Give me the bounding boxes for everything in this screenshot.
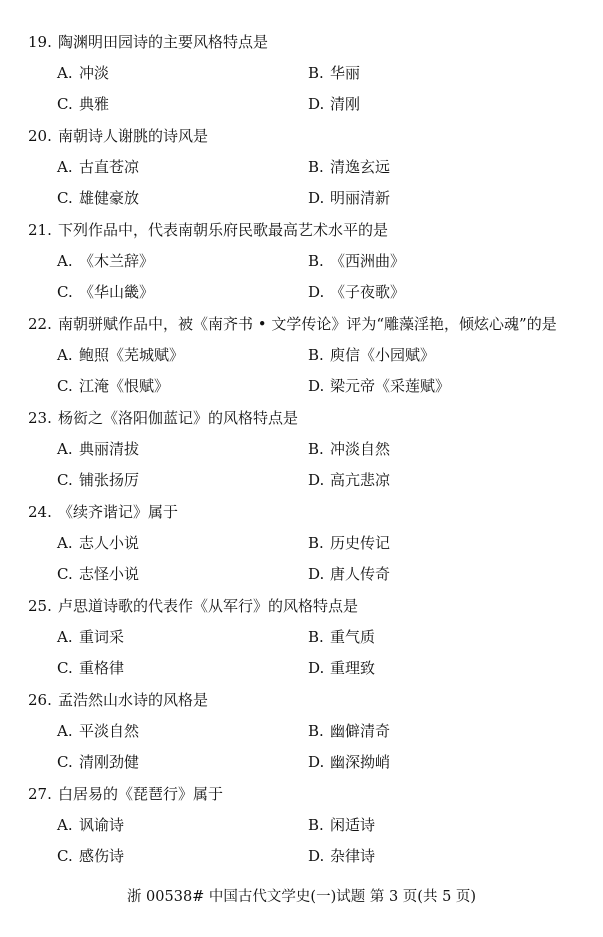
option-letter: D. <box>308 95 325 113</box>
option-text: 清逸玄远 <box>330 158 391 176</box>
option-text: 冲淡 <box>79 64 110 82</box>
option-letter: D. <box>308 847 325 865</box>
option-letter: C. <box>57 471 73 489</box>
option-letter: D. <box>308 471 325 489</box>
question-20 <box>28 126 598 219</box>
option-text: 历史传记 <box>330 534 391 552</box>
option-letter: C. <box>57 659 73 677</box>
question-19 <box>28 32 598 125</box>
option-c <box>57 470 139 490</box>
option-b <box>308 721 390 741</box>
page-footer: 浙 00538# 中国古代文学史(一)试题 第 3 页(共 5 页) <box>126 889 477 905</box>
question-number: 20. <box>28 127 52 145</box>
option-letter: D. <box>308 565 325 583</box>
question-23 <box>28 408 598 501</box>
option-b <box>308 627 375 647</box>
option-text: 平淡自然 <box>79 722 140 740</box>
option-letter: B. <box>308 534 324 552</box>
option-text: 重气质 <box>330 628 376 646</box>
option-text: 闲适诗 <box>330 816 376 834</box>
option-d <box>308 564 390 584</box>
option-letter: A. <box>57 534 73 552</box>
question-21 <box>28 220 598 313</box>
option-text: 唐人传奇 <box>330 565 391 583</box>
option-letter: C. <box>57 283 73 301</box>
question-stem <box>28 314 557 334</box>
option-letter: A. <box>57 64 73 82</box>
question-stem <box>28 690 208 710</box>
option-letter: D. <box>308 659 325 677</box>
question-text: 卢思道诗歌的代表作《从军行》的风格特点是 <box>58 597 359 615</box>
question-number: 19. <box>28 33 52 51</box>
option-text: 重词采 <box>79 628 125 646</box>
option-letter: C. <box>57 377 73 395</box>
option-letter: A. <box>57 158 73 176</box>
option-c <box>57 188 139 208</box>
question-stem <box>28 596 358 616</box>
option-a <box>57 533 139 553</box>
option-text: 冲淡自然 <box>330 440 391 458</box>
option-text: 清刚 <box>330 95 361 113</box>
question-number: 24. <box>28 503 52 521</box>
question-text: 杨衒之《洛阳伽蓝记》的风格特点是 <box>58 409 299 427</box>
option-letter: B. <box>308 628 324 646</box>
option-letter: B. <box>308 722 324 740</box>
option-a <box>57 439 139 459</box>
option-letter: A. <box>57 252 73 270</box>
option-letter: B. <box>308 158 324 176</box>
question-text: 白居易的《琵琶行》属于 <box>58 785 224 803</box>
option-b <box>308 815 375 835</box>
option-text: 重理致 <box>330 659 376 677</box>
option-text: 《西洲曲》 <box>330 252 406 270</box>
question-number: 26. <box>28 691 52 709</box>
option-c <box>57 94 109 114</box>
option-c <box>57 564 139 584</box>
option-letter: B. <box>308 816 324 834</box>
option-b <box>308 345 435 365</box>
option-letter: A. <box>57 346 73 364</box>
question-text: 孟浩然山水诗的风格是 <box>58 691 209 709</box>
option-letter: B. <box>308 252 324 270</box>
option-text: 感伤诗 <box>79 847 125 865</box>
question-stem <box>28 408 298 428</box>
option-d <box>308 658 375 678</box>
option-text: 典丽清拔 <box>79 440 140 458</box>
question-number: 23. <box>28 409 52 427</box>
option-d <box>308 94 360 114</box>
option-text: 铺张扬厉 <box>79 471 140 489</box>
option-text: 《木兰辞》 <box>79 252 155 270</box>
option-d <box>308 282 405 302</box>
question-number: 21. <box>28 221 52 239</box>
option-text: 江淹《恨赋》 <box>79 377 170 395</box>
option-letter: D. <box>308 189 325 207</box>
option-letter: C. <box>57 565 73 583</box>
option-text: 雄健豪放 <box>79 189 140 207</box>
option-a <box>57 627 124 647</box>
option-text: 清刚劲健 <box>79 753 140 771</box>
question-27 <box>28 784 598 877</box>
question-stem <box>28 502 178 522</box>
option-a <box>57 815 124 835</box>
option-text: 典雅 <box>79 95 110 113</box>
option-letter: C. <box>57 189 73 207</box>
option-c <box>57 376 169 396</box>
option-b <box>308 157 390 177</box>
question-24 <box>28 502 598 595</box>
question-number: 27. <box>28 785 52 803</box>
option-text: 古直苍凉 <box>79 158 140 176</box>
option-text: 鲍照《芜城赋》 <box>79 346 185 364</box>
option-text: 志人小说 <box>79 534 140 552</box>
option-letter: B. <box>308 346 324 364</box>
option-letter: A. <box>57 816 73 834</box>
option-text: 杂律诗 <box>330 847 376 865</box>
option-d <box>308 376 450 396</box>
option-a <box>57 63 109 83</box>
question-number: 25. <box>28 597 52 615</box>
option-d <box>308 846 375 866</box>
option-text: 志怪小说 <box>79 565 140 583</box>
option-text: 讽谕诗 <box>79 816 125 834</box>
option-letter: C. <box>57 847 73 865</box>
option-b <box>308 439 390 459</box>
option-letter: D. <box>308 753 325 771</box>
option-a <box>57 345 184 365</box>
option-b <box>308 63 360 83</box>
option-b <box>308 533 390 553</box>
option-text: 华丽 <box>330 64 361 82</box>
option-b <box>308 251 405 271</box>
option-a <box>57 157 139 177</box>
option-text: 《子夜歌》 <box>330 283 406 301</box>
option-letter: A. <box>57 722 73 740</box>
question-text: 下列作品中，代表南朝乐府民歌最高艺术水平的是 <box>58 221 389 239</box>
option-text: 幽僻清奇 <box>330 722 391 740</box>
option-text: 明丽清新 <box>330 189 391 207</box>
option-letter: A. <box>57 440 73 458</box>
option-a <box>57 721 139 741</box>
option-text: 重格律 <box>79 659 125 677</box>
option-letter: C. <box>57 95 73 113</box>
option-text: 《华山畿》 <box>79 283 155 301</box>
option-c <box>57 282 154 302</box>
option-d <box>308 752 390 772</box>
option-letter: C. <box>57 753 73 771</box>
question-stem <box>28 784 223 804</box>
option-c <box>57 658 124 678</box>
question-stem <box>28 32 268 52</box>
option-a <box>57 251 154 271</box>
question-text: 南朝诗人谢朓的诗风是 <box>58 127 209 145</box>
option-text: 高亢悲凉 <box>330 471 391 489</box>
option-letter: B. <box>308 64 324 82</box>
option-text: 幽深拗峭 <box>330 753 391 771</box>
question-text: 陶渊明田园诗的主要风格特点是 <box>58 33 269 51</box>
option-d <box>308 188 390 208</box>
option-c <box>57 752 139 772</box>
option-c <box>57 846 124 866</box>
option-text: 梁元帝《采莲赋》 <box>330 377 451 395</box>
option-letter: D. <box>308 377 325 395</box>
question-number: 22. <box>28 315 52 333</box>
option-d <box>308 470 390 490</box>
question-stem <box>28 126 208 146</box>
question-25 <box>28 596 598 689</box>
option-text: 庾信《小园赋》 <box>330 346 436 364</box>
question-text: 《续齐谐记》属于 <box>58 503 179 521</box>
question-text: 南朝骈赋作品中，被《南齐书 • 文学传论》评为“雕藻淫艳，倾炫心魂”的是 <box>58 315 557 333</box>
question-stem <box>28 220 388 240</box>
question-26 <box>28 690 598 783</box>
option-letter: B. <box>308 440 324 458</box>
option-letter: D. <box>308 283 325 301</box>
question-22 <box>28 314 598 407</box>
option-letter: A. <box>57 628 73 646</box>
